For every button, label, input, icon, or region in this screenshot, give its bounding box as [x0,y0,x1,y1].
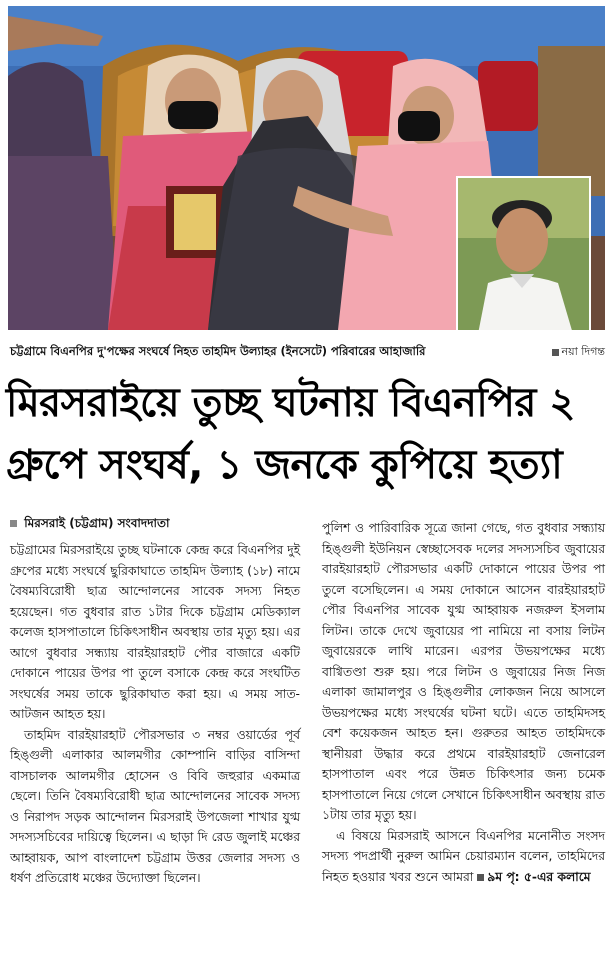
body-paragraph: চট্টগ্রামের মিরসরাইয়ে তুচ্ছ ঘটনাকে কেন্দ্র করে বিএনপির দুই গ্রুপের মধ্যে সংঘর্ষে ছুরিকাঘাতে তাহমিদ উল্যাহ (১৮) নামে বৈষম্যবিরোধী ছাত্র আন্দোলনের সাবেক সদস্য নিহত হয়েছেন। গত বুধবার রাত ১টার দিকে চট্টগ্রাম মেডিক্যাল কলেজ হাসপাতালে চিকিৎসাধীন অবস্থায় তার মৃত্যু হয়। এর আগে বুধবার সন্ধ্যায় বারইয়ারহাট পৌর বাজারে একটি দোকানে পায়ের উপর পা তুলে বসাকে কেন্দ্র করে সংঘটিত সংঘর্ষের সময় তাকে ছুরিকাঘাত করা হয়। এ সময় সাত-আটজন আহত হয়। [10,543,300,721]
news-photo [8,6,605,330]
continued-reference-text: ৯ম পৃ: ৫-এর কলামে [487,869,591,884]
body-paragraph: তাহমিদ বারইয়ারহাট পৌরসভার ৩ নম্বর ওয়ার্ডের পূর্ব হিঙ্গুলী এলাকার আলমগীর কোম্পানি বাড়ির বাসিন্দা বাসচালক আলমগীর হোসেন ও বিবি জহুরার একমাত্র ছেলে। তিনি বৈষম্যবিরোধী ছাত্র আন্দোলনের সাবেক সদস্য ও নিরাপদ সড়ক আন্দোলন মিরসরাই উপজেলা শাখার যুগ্ম সদস্যসচিবের দায়িত্বে ছিলেন। এ ছাড়া দি রেড জুলাই মঞ্চের আহ্বায়ক, আপ বাংলাদেশ চট্টগ্রাম উত্তর জেলার সদস্য ও ধর্ষণ প্রতিরোধ মঞ্চের উদ্যোক্তা ছিলেন। [10,727,300,885]
continued-reference[interactable] [477,870,590,884]
portrait-image [458,178,589,330]
body-paragraph-text: এ বিষয়ে মিরসরাই আসনে বিএনপির মনোনীত সংসদ সদস্য পদপ্রার্থী নুরুল আমিন চেয়ারম্যান বলেন, তাহমিদের নিহত হওয়ার খবর শুনে আমরা [322,828,605,884]
photo-credit-text: নয়া দিগন্ত [561,345,605,358]
headline-line-1: মিরসরাইয়ে তুচ্ছ ঘটনায় বিএনপির ২ [6,380,575,426]
photo-credit [552,343,605,362]
inset-portrait [456,176,591,330]
byline [10,515,169,535]
body-paragraph [322,826,605,888]
article-column-right [322,518,605,887]
photo-caption: চট্টগ্রামে বিএনপির দু'পক্ষের সংঘর্ষে নিহত তাহমিদ উল্যাহর (ইনসেটে) পরিবারের আহাজারি [10,344,426,358]
square-bullet-icon [552,349,559,356]
headline-line-2: গ্রুপে সংঘর্ষ, ১ জনকে কুপিয়ে হত্যা [6,442,563,488]
square-bullet-icon [10,520,17,527]
article-column-left [10,540,300,889]
body-paragraph: পুলিশ ও পারিবারিক সূত্রে জানা গেছে, গত বুধবার সন্ধ্যায় হিঙ্গুলী ইউনিয়ন স্বেচ্ছাসেবক দলের সদস্যসচিব জুবায়ের বারইয়ারহাট পৌরসভার একটি দোকানে পায়ের উপর পা তুলে বসেছিলেন। এ সময় দোকানে আসেন বারইয়ারহাট পৌর বিএনপির সাবেক যুগ্ম আহ্বায়ক নজরুল ইসলাম লিটন। তাকে দেখে জুবায়ের পা নামিয়ে না বসায় লিটন জুবায়েরকে লাথি মারেন। এরপর উভয়পক্ষের মধ্যে বাগ্বিতণ্ডা শুরু হয়। পরে লিটন ও জুবায়ের নিজ নিজ এলাকা জামালপুর ও হিঙ্গুলীর লোকজন নিয়ে আসলে উভয়পক্ষের মধ্যে সংঘর্ষের ঘটনা ঘটে। এতে তাহমিদসহ বেশ কয়েকজন আহত হন। গুরুতর আহত তাহমিদকে স্থানীয়রা উদ্ধার করে প্রথমে বারইয়ারহাট জেনারেল হাসপাতাল এবং পরে উন্নত চিকিৎসার জন্য চমেক হাসপাতালে নিয়ে গেলে সেখানে চিকিৎসাধীন অবস্থায় রাত ১টায় তার মৃত্যু হয়। [322,521,605,822]
headline [6,372,607,496]
photo-caption-row [10,343,605,362]
byline-text: মিরসরাই (চট্টগ্রাম) সংবাদদাতা [24,516,170,530]
square-bullet-icon [477,874,484,881]
